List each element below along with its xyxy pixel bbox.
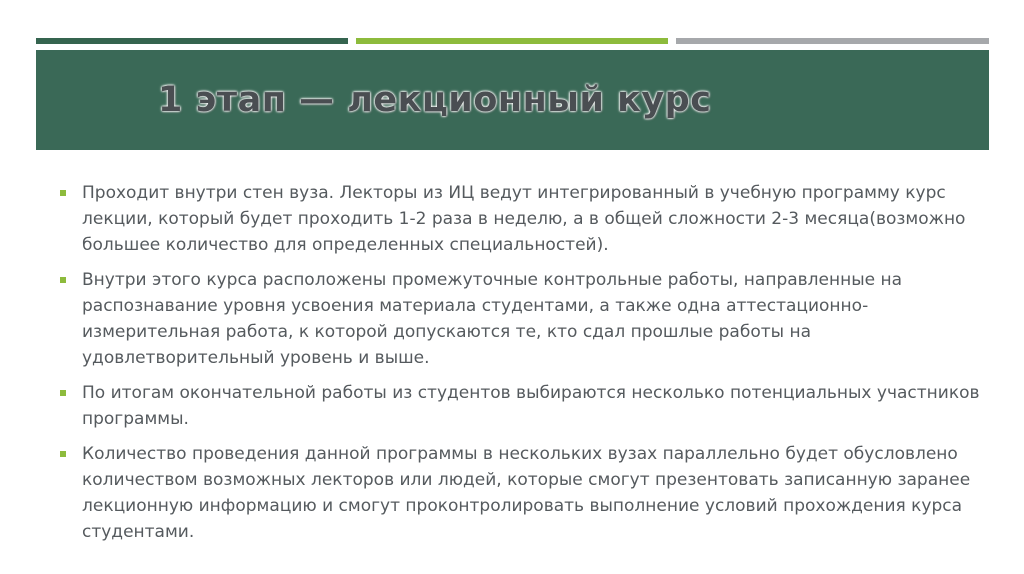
square-bullet-icon [60,190,66,196]
accent-bar-dark-green [36,38,348,44]
accent-bar-light-green [356,38,668,44]
square-bullet-icon [60,277,66,283]
list-item [60,267,980,371]
bullet-text: Внутри этого курса расположены промежуточные контрольные работы, направленные на распознавание уровня усвоения материала студентами, а также одна аттестационно-измерительная работа, к которой допускаются те, кто сдал прошлые работы на удовлетворительный уровень и выше. [82,270,903,368]
bullet-text: Проходит внутри стен вуза. Лекторы из ИЦ ведут интегрированный в учебную программу курс лекции, который будет проходить 1-2 раза в неделю, а в общей сложности 2-3 месяца(возможно большее количество для определенных специальностей). [82,183,966,255]
square-bullet-icon [60,390,66,396]
slide-title: 1 этап — лекционный курс [158,80,712,120]
bullet-list [60,180,980,554]
square-bullet-icon [60,451,66,457]
list-item [60,180,980,258]
bullet-text: Количество проведения данной программы в нескольких вузах параллельно будет обусловлено количеством возможных лекторов или людей, которые смогут презентовать записанную заранее лекционную информацию и смогут проконтролировать выполнение условий прохождения курса студентами. [82,444,971,542]
accent-bar-gray [676,38,989,44]
bullet-text: По итогам окончательной работы из студентов выбираются несколько потенциальных участников программы. [82,383,980,429]
list-item [60,441,980,545]
list-item [60,380,980,432]
